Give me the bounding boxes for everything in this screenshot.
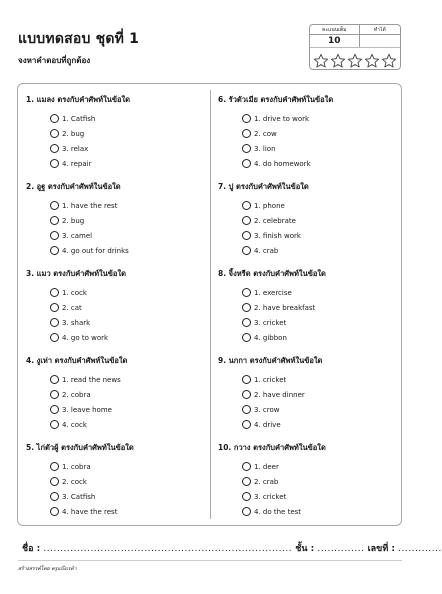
radio-circle-icon[interactable] [242, 129, 251, 138]
question-title: 4. งูเห่า ตรงกับคำศัพท์ในข้อใด [26, 356, 128, 365]
footer-divider [18, 560, 402, 561]
answer-option[interactable] [218, 228, 398, 243]
radio-circle-icon[interactable] [50, 390, 59, 399]
answer-option[interactable] [26, 372, 206, 387]
option-label: 3. cricket [254, 318, 287, 327]
score-total-value: 10 [310, 35, 360, 47]
option-label: 3. shark [62, 318, 91, 327]
radio-circle-icon[interactable] [242, 303, 251, 312]
question-item [26, 181, 206, 268]
option-label: 3. crow [254, 405, 280, 414]
question-title: 5. ไก่ตัวผู้ ตรงกับคำศัพท์ในข้อใด [26, 443, 134, 452]
radio-circle-icon[interactable] [50, 477, 59, 486]
answer-option[interactable] [218, 300, 398, 315]
radio-circle-icon[interactable] [50, 159, 59, 168]
radio-circle-icon[interactable] [50, 114, 59, 123]
option-label: 4. cock [62, 420, 87, 429]
option-label: 1. phone [254, 201, 285, 210]
answer-option[interactable] [26, 300, 206, 315]
answer-option[interactable] [218, 285, 398, 300]
class-field[interactable]: .............. [317, 544, 365, 554]
answer-option[interactable] [218, 315, 398, 330]
answer-option[interactable] [218, 459, 398, 474]
option-label: 3. lion [254, 144, 276, 153]
option-label: 3. finish work [254, 231, 301, 240]
answer-option[interactable] [218, 198, 398, 213]
question-item [218, 442, 398, 529]
radio-circle-icon[interactable] [50, 129, 59, 138]
option-label: 4. gibbon [254, 333, 287, 342]
radio-circle-icon[interactable] [242, 216, 251, 225]
option-label: 1. deer [254, 462, 279, 471]
answer-option[interactable] [218, 330, 398, 345]
option-label: 3. cricket [254, 492, 287, 501]
option-label: 3. Catfish [62, 492, 96, 501]
number-field[interactable]: ............. [398, 544, 442, 554]
radio-circle-icon[interactable] [242, 114, 251, 123]
star-icon[interactable] [347, 53, 363, 69]
radio-circle-icon[interactable] [50, 405, 59, 414]
option-label: 4. do the test [254, 507, 302, 516]
page-title: แบบทดสอบ ชุดที่ 1 [18, 31, 140, 47]
option-label: 2. cow [254, 129, 277, 138]
score-total-label: คะแนนเต็ม [310, 25, 360, 34]
answer-option[interactable] [26, 126, 206, 141]
option-label: 2. cat [62, 303, 82, 312]
option-label: 2. have dinner [254, 390, 305, 399]
answer-option[interactable] [218, 402, 398, 417]
radio-circle-icon[interactable] [50, 420, 59, 429]
radio-circle-icon[interactable] [242, 288, 251, 297]
question-item [218, 355, 398, 442]
answer-option[interactable] [26, 198, 206, 213]
option-label: 1. cobra [62, 462, 91, 471]
answer-option[interactable] [218, 213, 398, 228]
option-label: 2. bug [62, 129, 85, 138]
score-got-label: ทำได้ [373, 27, 386, 33]
option-label: 4. have the rest [62, 507, 118, 516]
star-rating [310, 47, 400, 71]
question-title: 9. นกกา ตรงกับคำศัพท์ในข้อใด [218, 356, 323, 365]
radio-circle-icon[interactable] [50, 216, 59, 225]
answer-option[interactable] [218, 474, 398, 489]
radio-circle-icon[interactable] [50, 318, 59, 327]
question-item [218, 268, 398, 355]
option-label: 3. camel [62, 231, 93, 240]
option-label: 1. exercise [254, 288, 292, 297]
option-label: 4. repair [62, 159, 92, 168]
answer-option[interactable] [26, 228, 206, 243]
student-info-line [22, 541, 442, 555]
question-title: 3. แมว ตรงกับคำศัพท์ในข้อใด [26, 269, 126, 278]
radio-circle-icon[interactable] [50, 492, 59, 501]
answer-option[interactable] [26, 417, 206, 432]
answer-option[interactable] [218, 504, 398, 519]
option-label: 2. cobra [62, 390, 91, 399]
question-title: 6. รัวตัวเมีย ตรงกับคำศัพท์ในข้อใด [218, 95, 334, 104]
question-panel [17, 83, 402, 526]
radio-circle-icon[interactable] [50, 462, 59, 471]
answer-option[interactable] [218, 243, 398, 258]
score-box [309, 24, 401, 70]
class-label: ชั้น : [295, 544, 315, 554]
radio-circle-icon[interactable] [50, 375, 59, 384]
option-label: 2. celebrate [254, 216, 296, 225]
question-item [26, 268, 206, 355]
number-label: เลขที่ : [367, 544, 395, 554]
answer-option[interactable] [26, 243, 206, 258]
radio-circle-icon[interactable] [242, 231, 251, 240]
credit-text: สร้างสรรค์โดย ครูแบ๊งเรด้า [18, 566, 77, 572]
radio-circle-icon[interactable] [242, 492, 251, 501]
option-label: 4. crab [254, 246, 279, 255]
answer-option[interactable] [26, 285, 206, 300]
question-title: 2. อูฐ ตรงกับคำศัพท์ในข้อใด [26, 182, 121, 191]
answer-option[interactable] [218, 126, 398, 141]
option-label: 3. relax [62, 144, 89, 153]
option-label: 2. cock [62, 477, 87, 486]
question-item [26, 442, 206, 529]
question-title: 1. แมลง ตรงกับคำศัพท์ในข้อใด [26, 95, 131, 104]
radio-circle-icon[interactable] [50, 303, 59, 312]
radio-circle-icon[interactable] [50, 333, 59, 342]
answer-option[interactable] [26, 315, 206, 330]
answer-option[interactable] [26, 489, 206, 504]
question-title: 8. จิ้งหรีด ตรงกับคำศัพท์ในข้อใด [218, 269, 326, 278]
radio-circle-icon[interactable] [242, 159, 251, 168]
answer-option[interactable] [218, 417, 398, 432]
option-label: 4. do homework [254, 159, 311, 168]
answer-option[interactable] [218, 387, 398, 402]
radio-circle-icon[interactable] [242, 318, 251, 327]
answer-option[interactable] [26, 387, 206, 402]
page-subtitle: จงหาคำตอบที่ถูกต้อง [18, 56, 91, 65]
answer-option[interactable] [218, 111, 398, 126]
option-label: 4. go out for drinks [62, 246, 129, 255]
radio-circle-icon[interactable] [242, 375, 251, 384]
answer-option[interactable] [26, 330, 206, 345]
column-divider [210, 90, 211, 519]
star-icon[interactable] [381, 53, 397, 69]
name-label: ชื่อ : [22, 544, 41, 554]
option-label: 4. drive [254, 420, 281, 429]
question-item [218, 94, 398, 181]
option-label: 3. leave home [62, 405, 112, 414]
answer-option[interactable] [26, 459, 206, 474]
answer-option[interactable] [26, 141, 206, 156]
name-field[interactable]: .......................................................................... [43, 544, 293, 554]
radio-circle-icon[interactable] [242, 462, 251, 471]
option-label: 1. cricket [254, 375, 287, 384]
star-icon[interactable] [364, 53, 380, 69]
option-label: 2. bug [62, 216, 85, 225]
option-label: 4. go to work [62, 333, 109, 342]
star-icon[interactable] [330, 53, 346, 69]
radio-circle-icon[interactable] [242, 201, 251, 210]
radio-circle-icon[interactable] [242, 477, 251, 486]
option-label: 2. crab [254, 477, 279, 486]
radio-circle-icon[interactable] [50, 246, 59, 255]
star-icon[interactable] [313, 53, 329, 69]
option-label: 1. have the rest [62, 201, 118, 210]
radio-circle-icon[interactable] [50, 507, 59, 516]
answer-option[interactable] [26, 111, 206, 126]
radio-circle-icon[interactable] [242, 144, 251, 153]
question-column-right [218, 94, 398, 529]
answer-option[interactable] [26, 474, 206, 489]
radio-circle-icon[interactable] [50, 288, 59, 297]
option-label: 1. read the news [62, 375, 121, 384]
radio-circle-icon[interactable] [242, 333, 251, 342]
answer-option[interactable] [218, 489, 398, 504]
question-title: 10. กวาง ตรงกับคำศัพท์ในข้อใด [218, 443, 326, 452]
radio-circle-icon[interactable] [50, 231, 59, 240]
radio-circle-icon[interactable] [242, 405, 251, 414]
radio-circle-icon[interactable] [242, 420, 251, 429]
radio-circle-icon[interactable] [242, 390, 251, 399]
radio-circle-icon[interactable] [242, 246, 251, 255]
answer-option[interactable] [26, 156, 206, 171]
answer-option[interactable] [26, 504, 206, 519]
question-item [26, 355, 206, 442]
radio-circle-icon[interactable] [50, 144, 59, 153]
radio-circle-icon[interactable] [50, 201, 59, 210]
option-label: 2. have breakfast [254, 303, 316, 312]
answer-option[interactable] [26, 402, 206, 417]
radio-circle-icon[interactable] [242, 507, 251, 516]
answer-option[interactable] [218, 372, 398, 387]
option-label: 1. Catfish [62, 114, 96, 123]
option-label: 1. drive to work [254, 114, 310, 123]
question-column-left [26, 94, 206, 529]
question-item [218, 181, 398, 268]
answer-option[interactable] [26, 213, 206, 228]
answer-option[interactable] [218, 141, 398, 156]
answer-option[interactable] [218, 156, 398, 171]
question-title: 7. ปู ตรงกับคำศัพท์ในข้อใด [218, 182, 309, 191]
question-item [26, 94, 206, 181]
option-label: 1. cock [62, 288, 87, 297]
score-got-value [360, 35, 400, 47]
